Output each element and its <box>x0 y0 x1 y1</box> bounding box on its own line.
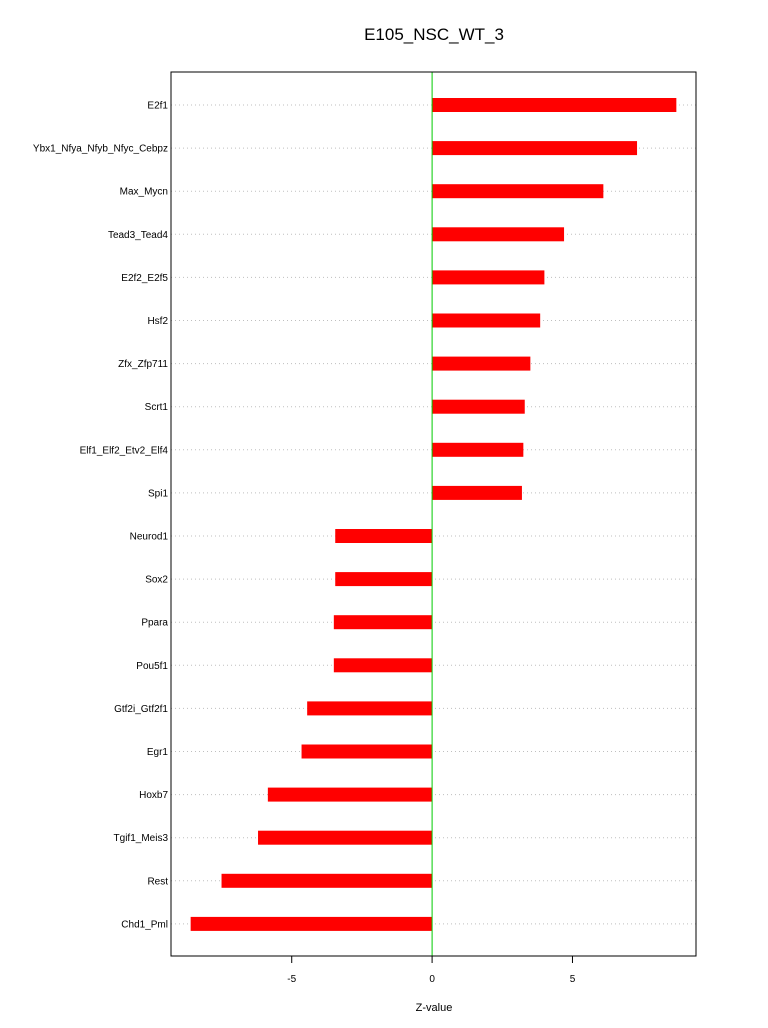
bar-e2f1 <box>432 98 676 112</box>
category-label: Rest <box>147 876 168 888</box>
x-tick-label: 5 <box>569 974 576 985</box>
x-tick-label: 0 <box>429 974 435 985</box>
category-label: Hoxb7 <box>139 790 168 802</box>
chart-title: E105_NSC_WT_3 <box>364 25 504 44</box>
category-label: Max_Mycn <box>119 186 168 198</box>
bar-spi1 <box>432 486 522 500</box>
category-label: Ybx1_Nfya_Nfyb_Nfyc_Cebpz <box>32 143 168 155</box>
bars <box>191 98 677 931</box>
plot-frame <box>171 72 696 956</box>
category-label: Spi1 <box>147 488 168 500</box>
bar-tead3-tead4 <box>432 227 564 241</box>
bar-sox2 <box>335 572 432 586</box>
bar-neurod1 <box>335 529 432 543</box>
bar-egr1 <box>302 745 433 759</box>
category-label: Tead3_Tead4 <box>107 229 168 241</box>
x-axis-label: Z-value <box>415 1002 453 1014</box>
category-label: Pou5f1 <box>136 660 168 672</box>
x-axis <box>287 956 575 985</box>
category-label: Scrt1 <box>144 402 168 414</box>
bar-max-mycn <box>432 184 603 198</box>
bar-gtf2i-gtf2f1 <box>307 701 432 715</box>
bar-zfx-zfp711 <box>432 357 530 371</box>
category-label: Gtf2i_Gtf2f1 <box>114 703 168 715</box>
category-label: Zfx_Zfp711 <box>118 359 168 371</box>
bar-scrt1 <box>432 400 525 414</box>
category-label: Elf1_Elf2_Etv2_Elf4 <box>79 445 168 457</box>
category-label: Ppara <box>141 617 168 629</box>
bar-rest <box>222 874 433 888</box>
category-label: Egr1 <box>146 747 168 758</box>
bar-ppara <box>334 615 432 629</box>
category-label: Neurod1 <box>129 531 168 543</box>
category-labels <box>33 101 169 931</box>
bar-tgif1-meis3 <box>258 831 432 845</box>
category-label: Sox2 <box>145 574 168 586</box>
category-label: E2f2_E2f5 <box>121 272 168 284</box>
bar-pou5f1 <box>334 658 432 672</box>
category-label: Hsf2 <box>147 316 168 327</box>
category-label: Chd1_Pml <box>121 919 168 931</box>
bar-chd1-pml <box>191 917 432 931</box>
bar-ybx1-nfya-nfyb-nfyc-cebpz <box>432 141 637 155</box>
category-label: E2f1 <box>147 100 168 112</box>
bar-elf1-elf2-etv2-elf4 <box>432 443 523 457</box>
bar-hsf2 <box>432 314 540 328</box>
bar-e2f2-e2f5 <box>432 270 544 284</box>
x-tick-label: -5 <box>287 974 297 985</box>
category-label: Tgif1_Meis3 <box>113 833 168 845</box>
bar-hoxb7 <box>268 788 432 802</box>
